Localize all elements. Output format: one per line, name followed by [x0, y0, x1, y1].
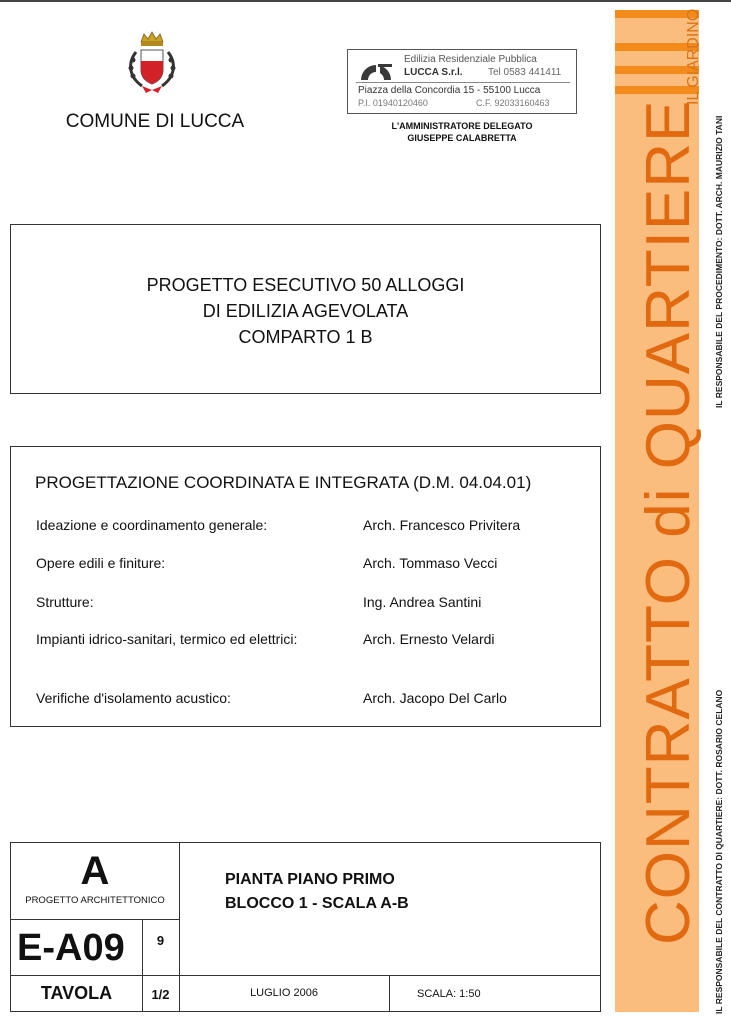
resp-contratto: IL RESPONSABILE DEL CONTRATTO DI QUARTIERE: DOTT. ROSARIO CELANO [714, 689, 724, 1014]
administrator-name: GIUSEPPE CALABRETTA [407, 133, 517, 143]
role-label: Verifiche d'isolamento acustico: [36, 690, 231, 706]
role-label: Strutture: [36, 594, 94, 610]
project-line-3: COMPARTO 1 B [238, 327, 373, 347]
designer-name: Arch. Jacopo Del Carlo [363, 690, 507, 706]
designer-name: Ing. Andrea Santini [363, 594, 482, 610]
contratto-side-band [615, 8, 703, 1012]
title-block-divider [389, 975, 390, 1011]
contratto-title: CONTRATTO di QUARTIERE [634, 99, 703, 945]
project-line-1: PROGETTO ESECUTIVO 50 ALLOGGI [146, 275, 465, 295]
drawing-date: LUGLIO 2006 [250, 987, 318, 999]
role-label: Opere edili e finiture: [36, 555, 166, 571]
erp-cf: C.F. 92033160463 [476, 98, 550, 108]
project-line-2: DI EDILIZIA AGEVOLATA [202, 301, 409, 321]
administrator-block [347, 120, 577, 144]
sheet-number: 9 [156, 933, 165, 948]
drawing-code: E-A09 [17, 927, 125, 969]
administrator-role: L'AMMINISTRATORE DELEGATO [391, 121, 533, 131]
title-block [10, 842, 601, 1012]
erp-address: Piazza della Concordia 15 - 55100 Lucca [358, 85, 541, 96]
resp-procedimento: IL RESPONSABILE DEL PROCEDIMENTO: DOTT. ARCH. MAURIZIO TANI [714, 115, 724, 408]
erp-phone: Tel 0583 441411 [488, 67, 562, 78]
drawing-title-line-2: BLOCCO 1 - SCALA A-B [225, 895, 409, 912]
role-label: Impianti idrico-sanitari, termico ed elettrici: [36, 631, 298, 647]
drawing-scale: SCALA: 1:50 [417, 988, 481, 1000]
title-block-divider [11, 975, 600, 976]
erp-divider [356, 82, 570, 83]
project-title-box [10, 224, 601, 394]
title-block-divider [179, 843, 180, 1011]
sheet-fraction: 1/2 [151, 987, 170, 1002]
lucca-crest-icon [124, 30, 180, 100]
tavola-label: TAVOLA [40, 983, 113, 1003]
comune-label: COMUNE DI LUCCA [65, 111, 245, 132]
erp-piva: P.I. 01940120460 [358, 98, 428, 108]
title-block-divider [11, 919, 179, 920]
erp-company: LUCCA S.r.l. [404, 67, 463, 78]
role-label: Ideazione e coordinamento generale: [36, 517, 268, 533]
contratto-subtitle: IL GIARDINO [685, 8, 702, 105]
category-label: PROGETTO ARCHITETTONICO [25, 895, 165, 906]
top-border-line [0, 0, 731, 2]
erp-stamp [347, 49, 577, 114]
designer-name: Arch. Francesco Privitera [363, 517, 521, 533]
category-letter: A [80, 849, 110, 893]
erp-name-line: Edilizia Residenziale Pubblica [404, 54, 537, 65]
designer-name: Arch. Tommaso Vecci [363, 555, 498, 571]
designer-name: Arch. Ernesto Velardi [363, 631, 495, 647]
design-team-box [10, 446, 601, 727]
drawing-title-line-1: PIANTA PIANO PRIMO [225, 871, 395, 888]
design-heading: PROGETTAZIONE COORDINATA E INTEGRATA (D.M. 04.04.01) [35, 473, 532, 492]
